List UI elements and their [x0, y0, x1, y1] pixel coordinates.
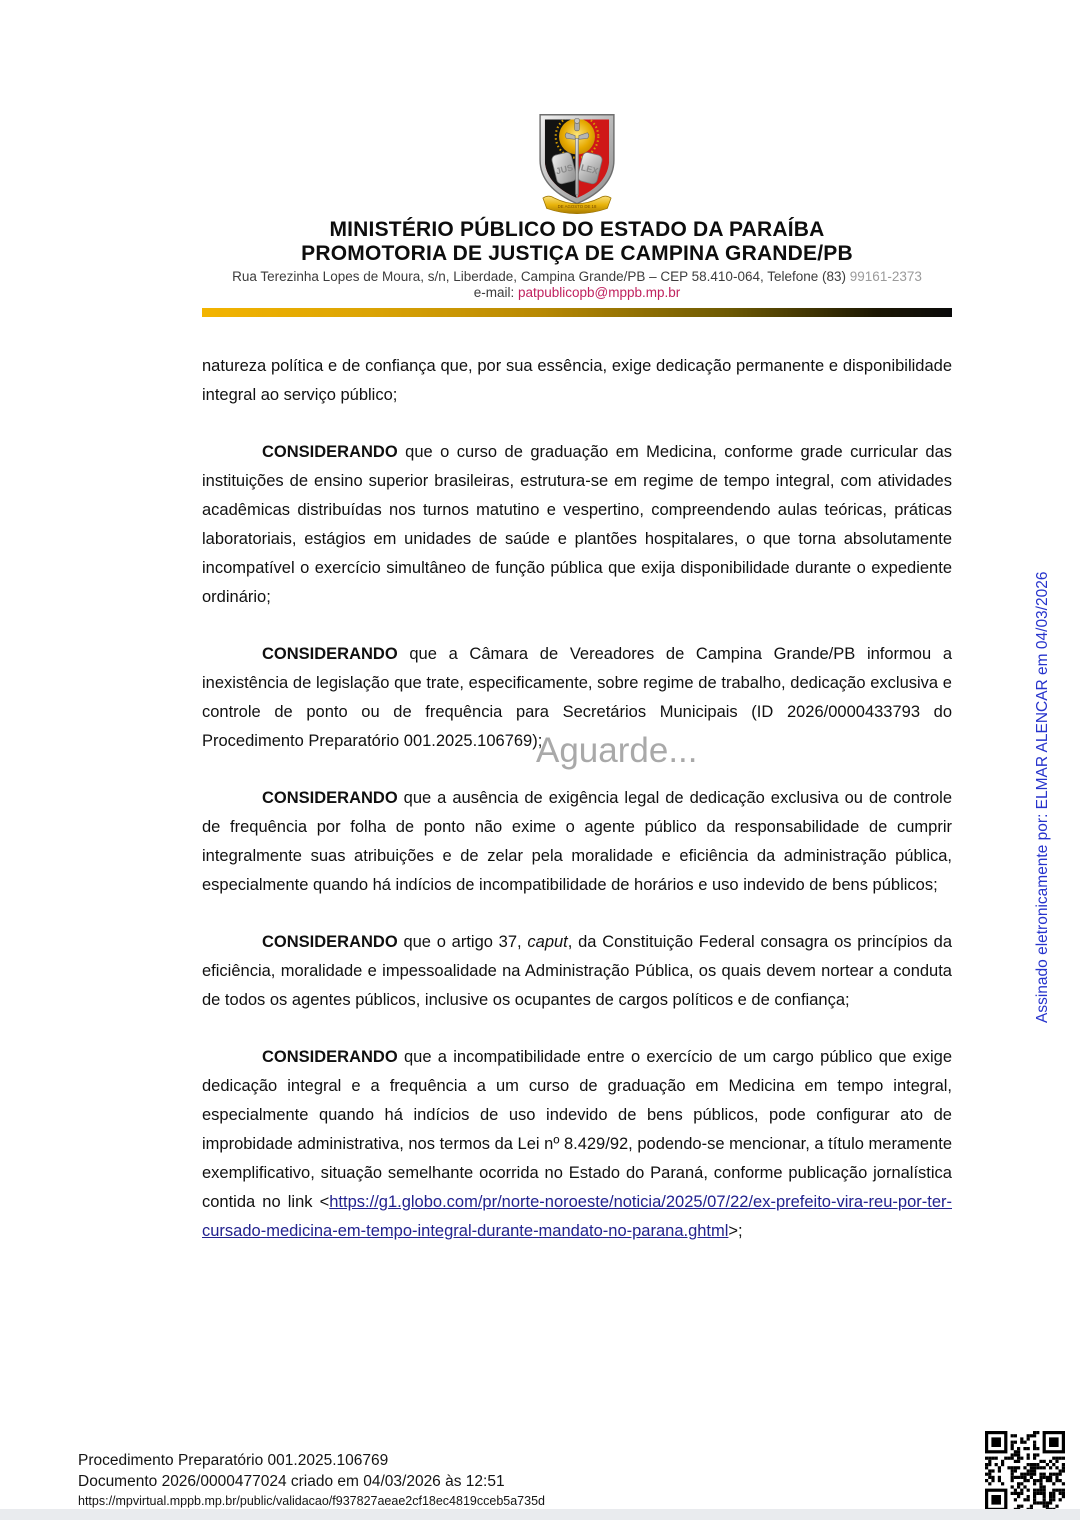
phone-number: 99161-2373 [849, 269, 922, 284]
text-run: que o artigo 37, [397, 933, 528, 951]
text-run: que a Câmara de Vereadores de Campina Grande/PB informou a inexistência de legislação que trate, especificamente, sobre regime de trabalho, dedicação exclusiva e controle de ponto ou de frequência para Secretários Municipais (ID 2026/0000433793 do Procedimento Preparatório 001.2025.106769); [202, 645, 952, 750]
svg-text:DE AGOSTO DE 18: DE AGOSTO DE 18 [557, 203, 597, 209]
paragraph [202, 928, 952, 1015]
text-run: que o curso de graduação em Medicina, conforme grade curricular das instituições de ensino superior brasileiras, estrutura-se em regime de tempo integral, com atividades acadêmicas distribuídas nos turnos matutino e vespertino, compreendendo aulas teóricas, práticas laboratoriais, estágios em unidades de saúde e plantões hospitalares, o que torna absolutamente incompatível o exercício simultâneo de função pública que exija disponibilidade durante o expediente ordinário; [202, 443, 952, 606]
text-run: CONSIDERANDO [262, 789, 398, 807]
text-run: , da Constituição Federal consagra os princípios da eficiência, moralidade e impessoalidade na Administração Pública, os quais devem nortear a conduta de todos os agentes públicos, inclusive os ocupantes de cargos políticos e de confiança; [202, 933, 953, 1009]
text-run: CONSIDERANDO [262, 933, 398, 951]
text-run: CONSIDERANDO [262, 1048, 398, 1066]
email-label: e-mail: [473, 285, 518, 300]
page-footer [78, 1450, 545, 1510]
paragraph [202, 352, 952, 410]
address-text: Rua Terezinha Lopes de Moura, s/n, Liberdade, Campina Grande/PB – CEP 58.410-064, Telefone (83) [232, 269, 850, 284]
email-link[interactable]: patpublicopb@mppb.mp.br [517, 285, 681, 300]
gradient-divider [202, 308, 952, 317]
article-link[interactable]: https://g1.globo.com/pr/norte-noroeste/noticia/2025/07/22/ex-prefeito-vira-reu-por-ter-cursado-medicina-em-tempo-integral-durante-mandato-no-parana.ghtml [202, 1193, 952, 1240]
svg-text:LEX: LEX [579, 162, 600, 177]
letterhead [202, 110, 952, 317]
page-bottom-strip [0, 1509, 1080, 1520]
footer-validation-url: https://mpvirtual.mppb.mp.br/public/validacao/f937827aeae2cf18ec4819cceb5a735d [78, 1494, 545, 1508]
text-run: CONSIDERANDO [262, 443, 398, 461]
org-name-line2: PROMOTORIA DE JUSTIÇA DE CAMPINA GRANDE/PB [301, 242, 853, 265]
text-run: que a ausência de exigência legal de dedicação exclusiva ou de controle de frequência por folha de ponto não exime o agente público da responsabilidade de cumprir integralmente suas atribuições e de zelar pela moralidade e eficiência da administração pública, especialmente quando há indícios de incompatibilidade de horários e uso indevido de bens públicos; [202, 789, 952, 894]
email-line [202, 285, 952, 301]
org-name-line1: MINISTÉRIO PÚBLICO DO ESTADO DA PARAÍBA [329, 218, 825, 241]
svg-text:JUS: JUS [554, 162, 575, 177]
text-run: caput [527, 933, 568, 951]
text-run: que a incompatibilidade entre o exercício de um cargo público que exige dedicação integral e a frequência a um curso de graduação em Medicina em tempo integral, especialmente quando há indícios de uso indevido de bens públicos, pode configurar ato de improbidade administrativa, nos termos da Lei nº 8.429/92, podendo-se mencionar, a título meramente exemplificativo, situação semelhante ocorrida no Estado do Paraná, conforme publicação jornalística contida no link < [202, 1048, 952, 1211]
paragraph [202, 784, 952, 900]
qr-code [985, 1431, 1065, 1511]
address-line [202, 269, 952, 285]
signature-sidebar: Assinado eletronicamente por: ELMAR ALENCAR em 04/03/2026 [1034, 571, 1051, 1023]
text-run: CONSIDERANDO [262, 645, 398, 663]
paragraph [202, 1043, 952, 1246]
footer-procedure-number: Procedimento Preparatório 001.2025.106769 [78, 1452, 389, 1469]
paragraph [202, 640, 952, 756]
mppb-crest-logo [528, 110, 626, 216]
footer-document-info: Documento 2026/0000477024 criado em 04/03/2026 às 12:51 [78, 1473, 505, 1490]
document-body [202, 352, 952, 1274]
text-run: >; [728, 1222, 743, 1240]
paragraph [202, 438, 952, 612]
text-run: natureza política e de confiança que, por sua essência, exige dedicação permanente e disponibilidade integral ao serviço público; [202, 357, 952, 404]
loading-watermark: Aguarde... [536, 731, 698, 770]
